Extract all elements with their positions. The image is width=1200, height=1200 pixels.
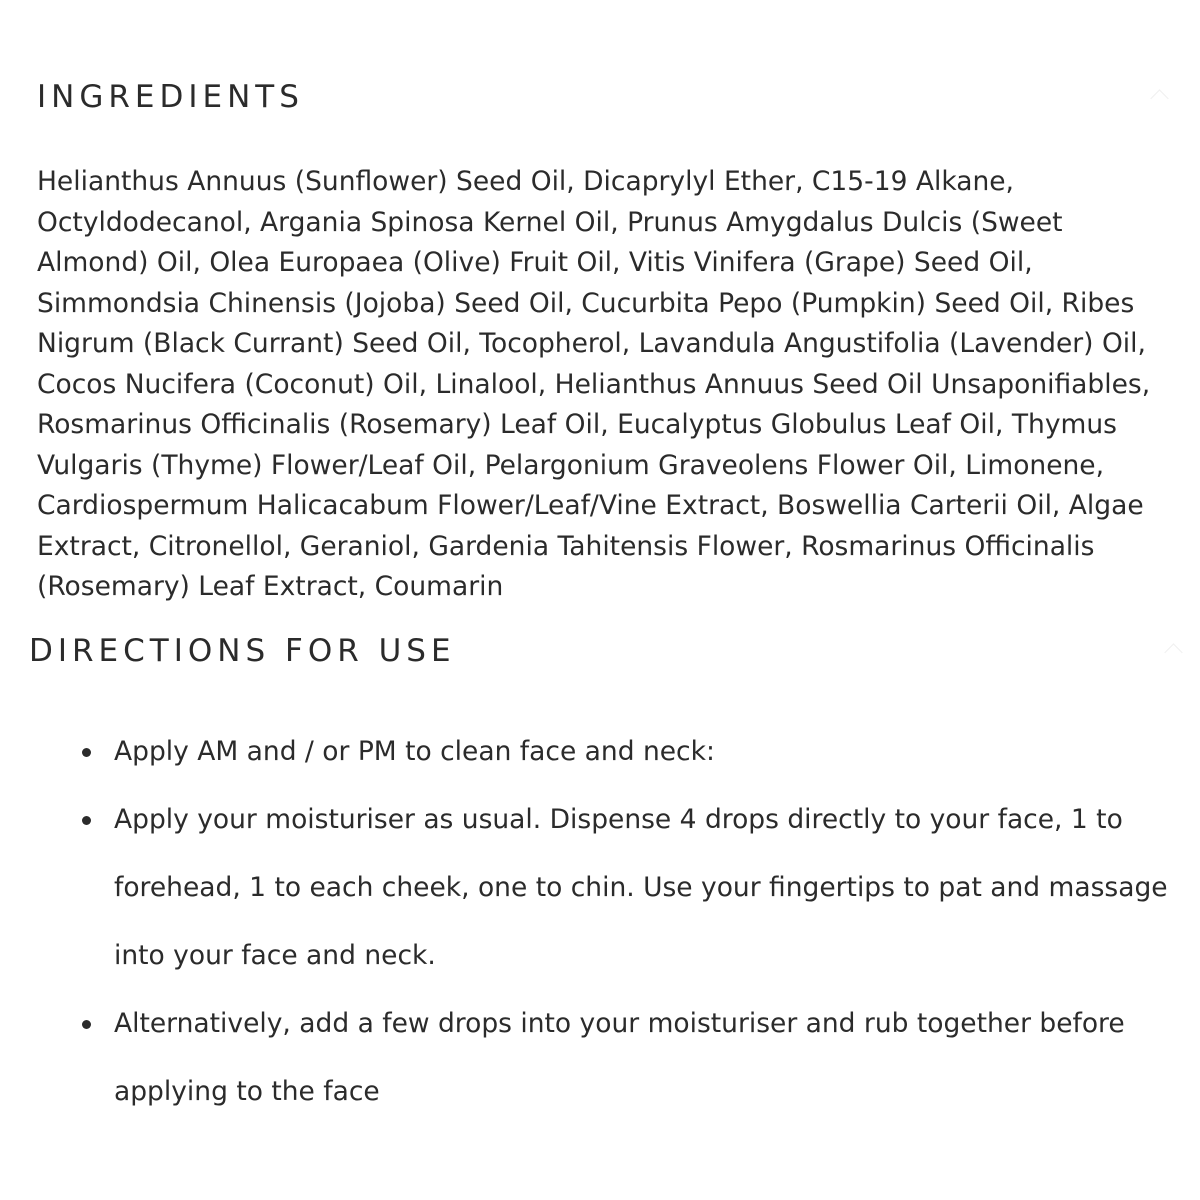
chevron-up-icon[interactable] [1150, 89, 1168, 107]
bullet-icon [82, 816, 91, 825]
ingredients-heading[interactable]: INGREDIENTS [37, 79, 304, 115]
directions-list-item [82, 786, 1177, 990]
bullet-icon [82, 1020, 91, 1029]
directions-heading[interactable]: DIRECTIONS FOR USE [29, 633, 456, 669]
bullet-icon [82, 748, 91, 757]
directions-list [82, 718, 1177, 1126]
directions-item-text: Apply AM and / or PM to clean face and neck: [114, 736, 715, 767]
directions-item-text: Alternatively, add a few drops into your moisturiser and rub together before applying to the face [114, 1008, 1125, 1107]
directions-item-text: Apply your moisturiser as usual. Dispense 4 drops directly to your face, 1 to forehead, 1 to each cheek, one to chin. Use your fingertips to pat and massage into your face and neck. [114, 804, 1168, 971]
chevron-up-icon[interactable] [1164, 643, 1182, 661]
directions-list-item [82, 718, 1177, 786]
directions-list-item [82, 990, 1177, 1126]
ingredients-list-text: Helianthus Annuus (Sunflower) Seed Oil, Dicaprylyl Ether, C15-19 Alkane, Octyldodecanol, Argania Spinosa Kernel Oil, Prunus Amygdalus Dulcis (Sweet Almond) Oil, Olea Europaea (Olive) Fruit Oil, Vitis Vinifera (Grape) Seed Oil, Simmondsia Chinensis (Jojoba) Seed Oil, Cucurbita Pepo (Pumpkin) Seed Oil, Ribes Nigrum (Black Currant) Seed Oil, Tocopherol, Lavandula Angustifolia (Lavender) Oil, Cocos Nucifera (Coconut) Oil, Linalool, Helianthus Annuus Seed Oil Unsaponifiables, Rosmarinus Officinalis (Rosemary) Leaf Oil, Eucalyptus Globulus Leaf Oil, Thymus Vulgaris (Thyme) Flower/Leaf Oil, Pelargonium Graveolens Flower Oil, Limonene, Cardiospermum Halicacabum Flower/Leaf/Vine Extract, Boswellia Carterii Oil, Algae Extract, Citronellol, Geraniol, Gardenia Tahitensis Flower, Rosmarinus Officinalis (Rosemary) Leaf Extract, Coumarin [37, 166, 1151, 602]
